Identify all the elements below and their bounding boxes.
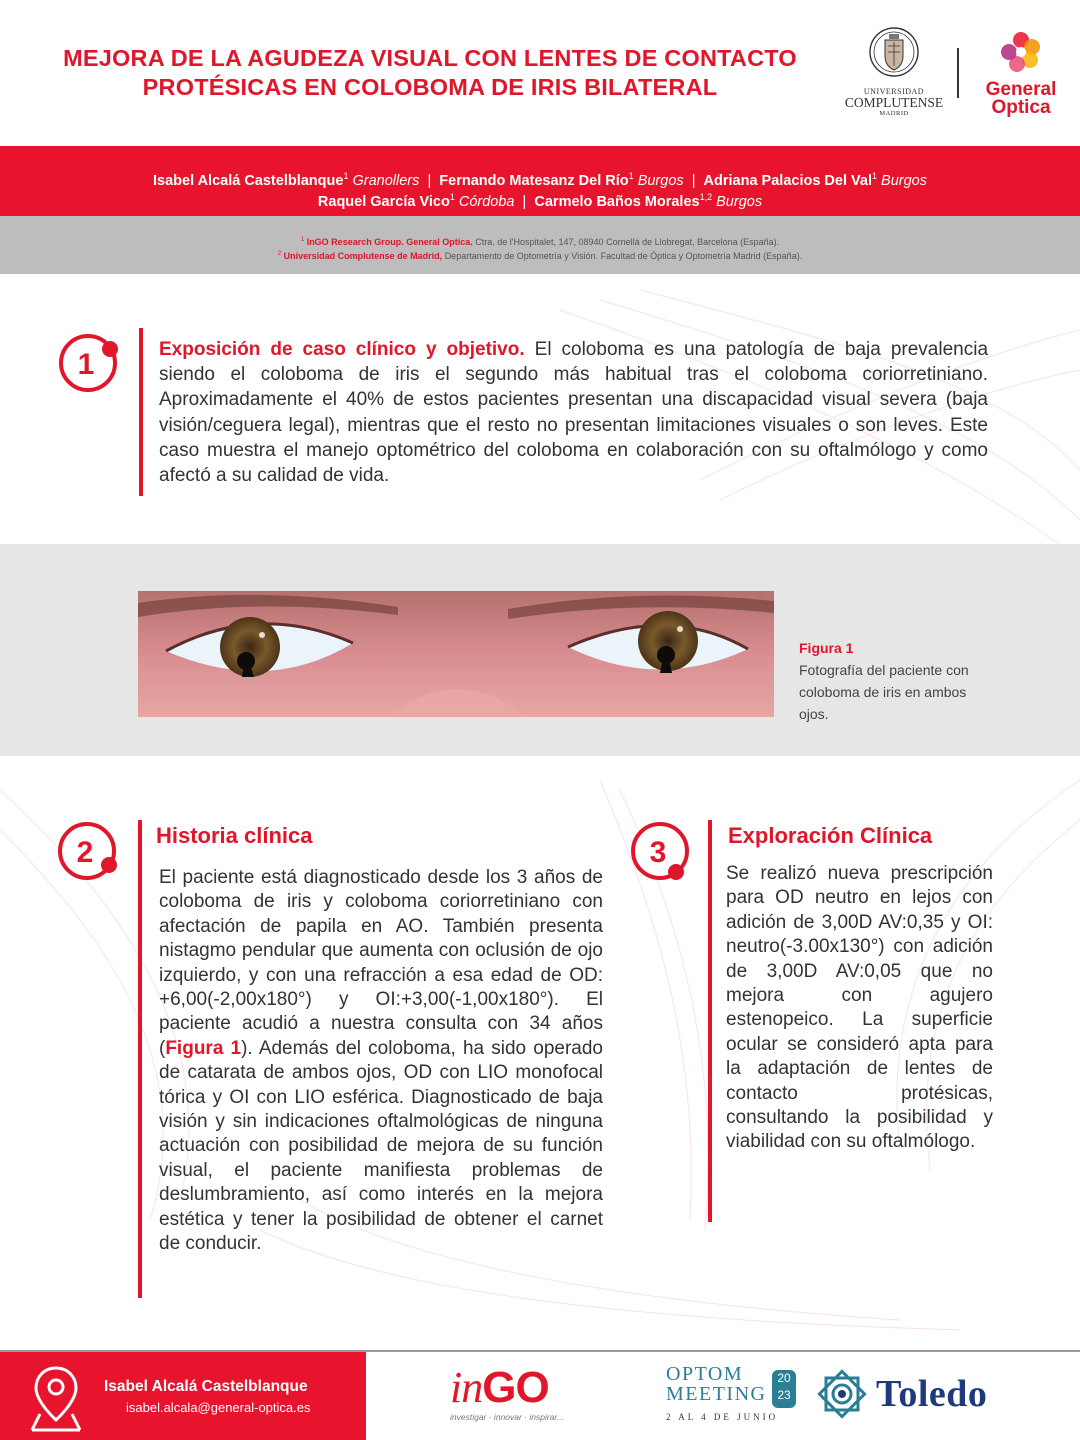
affiliation-org: InGO Research Group. General Optica.: [306, 237, 473, 247]
author-sup: 1: [628, 171, 634, 181]
section-2-bar: [138, 820, 142, 1298]
poster-title: [20, 44, 840, 102]
affiliation-1: [0, 234, 1080, 248]
authors-line-1: [0, 168, 1080, 189]
section-2-title: Historia clínica: [156, 823, 313, 848]
section-2-number: 2: [76, 836, 94, 869]
section-1-text: [159, 337, 988, 488]
affiliation-detail: Departamento de Optometría y Visión. Facultad de Óptica y Optometría Madrid (España).: [444, 251, 803, 261]
toledo-wordmark: Toledo: [876, 1373, 988, 1415]
footer-logos: [366, 1352, 1080, 1440]
affiliation-2: [0, 248, 1080, 262]
section-3-text: Se realizó nueva prescripción para OD neutro en lejos con adición de 3,00D AV:0,35 y OI: neutro(-3.00x130°) con adición de 3,00D AV:0,05 que no mejora con agujero estenopeico. La superficie ocular se consideró apta para la adaptación de lentes de contacto protésicas, consultando la posibilidad y viabilidad con su oftalmólogo.: [726, 863, 993, 1153]
contact-name: Isabel Alcalá Castelblanque: [104, 1378, 308, 1395]
author-name: Raquel García Vico: [317, 193, 450, 210]
ingo-logo: [450, 1363, 580, 1430]
section-2-body-part-1: El paciente está diagnosticado desde los 3 años de coloboma de iris y coloboma coriorretiniano con afectación de papila en AO. También presenta nistagmo pendular que aumenta con oclusión de ojo izquierdo, y con una refracción a esa edad de OD: +6,00(-2,00x180°) y OI:+3,00(-1,00x180°). El paciente acudió a nuestra consulta con 34 años (: [159, 867, 603, 1059]
figure-1-caption-text: Fotografía del paciente con coloboma de iris en ambos ojos.: [799, 662, 969, 722]
author-separator: |: [522, 193, 527, 210]
section-2-text: [159, 866, 603, 1257]
ingo-prefix: in: [450, 1363, 483, 1412]
author-name: Fernando Matesanz Del Río: [439, 172, 629, 189]
section-1-lead: Exposición de caso clínico y objetivo.: [159, 339, 525, 360]
affiliations-band: [0, 216, 1080, 274]
contact-email[interactable]: isabel.alcala@general-optica.es: [126, 1400, 311, 1415]
author-name: Carmelo Baños Morales: [534, 193, 700, 210]
location-pin-icon: [26, 1364, 86, 1432]
author-separator: |: [691, 172, 696, 189]
section-2-body-part-2: ). Además del coloboma, ha sido operado de catarata de ambos ojos, OD con LIO monofocal tórica y OI con LIO esférica. Diagnosticado de baja visión y sin indicaciones oftalmológicas de ninguna actuación con posibilidad de mejora de su función visual, el paciente manifiesta problemas de deslumbramiento, así como interés en la mejora estética y tener la posibilidad de obtener el carnet de conducir.: [159, 1037, 603, 1255]
optom-year-top: 20: [777, 1371, 791, 1385]
author-name: Isabel Alcalá Castelblanque: [152, 172, 344, 189]
flower-logo-icon: [999, 30, 1043, 74]
author-city: Burgos: [881, 172, 927, 189]
ucm-line-1: UNIVERSIDAD: [863, 87, 925, 96]
footer-contact: [0, 1352, 366, 1440]
figure-1-caption: [799, 637, 999, 725]
section-1-body: El coloboma es una patología de baja prevalencia siendo el coloboma de iris el segundo más habitual tras el coloboma coriorretiniano. Aproximadamente el 40% de estos pacientes presentan una discapacidad visual severa (baja visión/ceguera legal), mientras que el resto no presentan limitaciones visuales o son leves. Este caso muestra el manejo optométrico del coloboma en colaboración con su oftalmólogo y como afectó a su calidad de vida.: [159, 339, 989, 487]
author-name: Adriana Palacios Del Val: [703, 172, 872, 189]
section-1-number-icon: [57, 332, 119, 394]
authors-band: [0, 146, 1080, 216]
optom-line-2: MEETING: [666, 1383, 767, 1405]
author-city: Córdoba: [458, 193, 515, 210]
author-sup: 1: [872, 171, 878, 181]
logo-divider: [957, 48, 959, 98]
section-3-number: 3: [649, 836, 667, 869]
affiliation-detail: Ctra. de l'Hospitalet, 147, 08940 Cornellà de Llobregat, Barcelona (España).: [475, 237, 780, 247]
general-optica-line-1: General: [985, 79, 1057, 100]
general-optica-line-2: Optica: [991, 97, 1051, 118]
figure-1-label: Figura 1: [799, 640, 854, 656]
optom-line-1: OPTOM: [666, 1363, 744, 1385]
section-2-number-icon: [56, 820, 118, 882]
author-city: Granollers: [352, 172, 420, 189]
figure-1-reference: Figura 1: [165, 1037, 242, 1059]
ucm-line-2: COMPLUTENSE: [844, 95, 944, 110]
section-3-title: Exploración Clínica: [728, 823, 933, 848]
author-sup: 1: [449, 191, 455, 202]
optom-meeting-logo: [666, 1364, 816, 1434]
university-crest-icon: [869, 24, 919, 80]
general-optica-logo: [975, 30, 1067, 120]
eyes-photo: [138, 591, 774, 717]
authors-line-2: [0, 189, 1080, 210]
author-city: Burgos: [637, 172, 684, 189]
ucm-logo: [842, 24, 946, 124]
ingo-tagline: investigar · innovar · inspirar...: [450, 1412, 565, 1422]
affiliation-sup: 2: [277, 251, 282, 257]
title-line-1: MEJORA DE LA AGUDEZA VISUAL CON LENTES DE CONTACTO: [63, 45, 797, 71]
section-1-bar: [139, 328, 143, 496]
section-1-number: 1: [77, 348, 95, 381]
affiliation-sup: 1: [300, 237, 305, 243]
section-3-number-icon: [629, 820, 691, 882]
author-sup: 1,2: [699, 191, 713, 202]
author-city: Burgos: [716, 193, 763, 210]
ucm-line-3: MADRID: [879, 110, 909, 117]
optom-year-bottom: 23: [777, 1388, 791, 1402]
section-3-bar: [708, 820, 712, 1222]
title-line-2: PROTÉSICAS EN COLOBOMA DE IRIS BILATERAL: [142, 74, 718, 100]
author-sup: 1: [343, 171, 349, 181]
toledo-star-icon: [814, 1366, 870, 1422]
optom-dates: 2 AL 4 DE JUNIO: [666, 1412, 779, 1422]
ingo-main: GO: [482, 1363, 549, 1412]
optom-year-badge: [772, 1370, 796, 1408]
author-separator: |: [427, 172, 432, 189]
poster-header: [0, 0, 1080, 146]
affiliation-org: Universidad Complutense de Madrid,: [283, 251, 443, 261]
